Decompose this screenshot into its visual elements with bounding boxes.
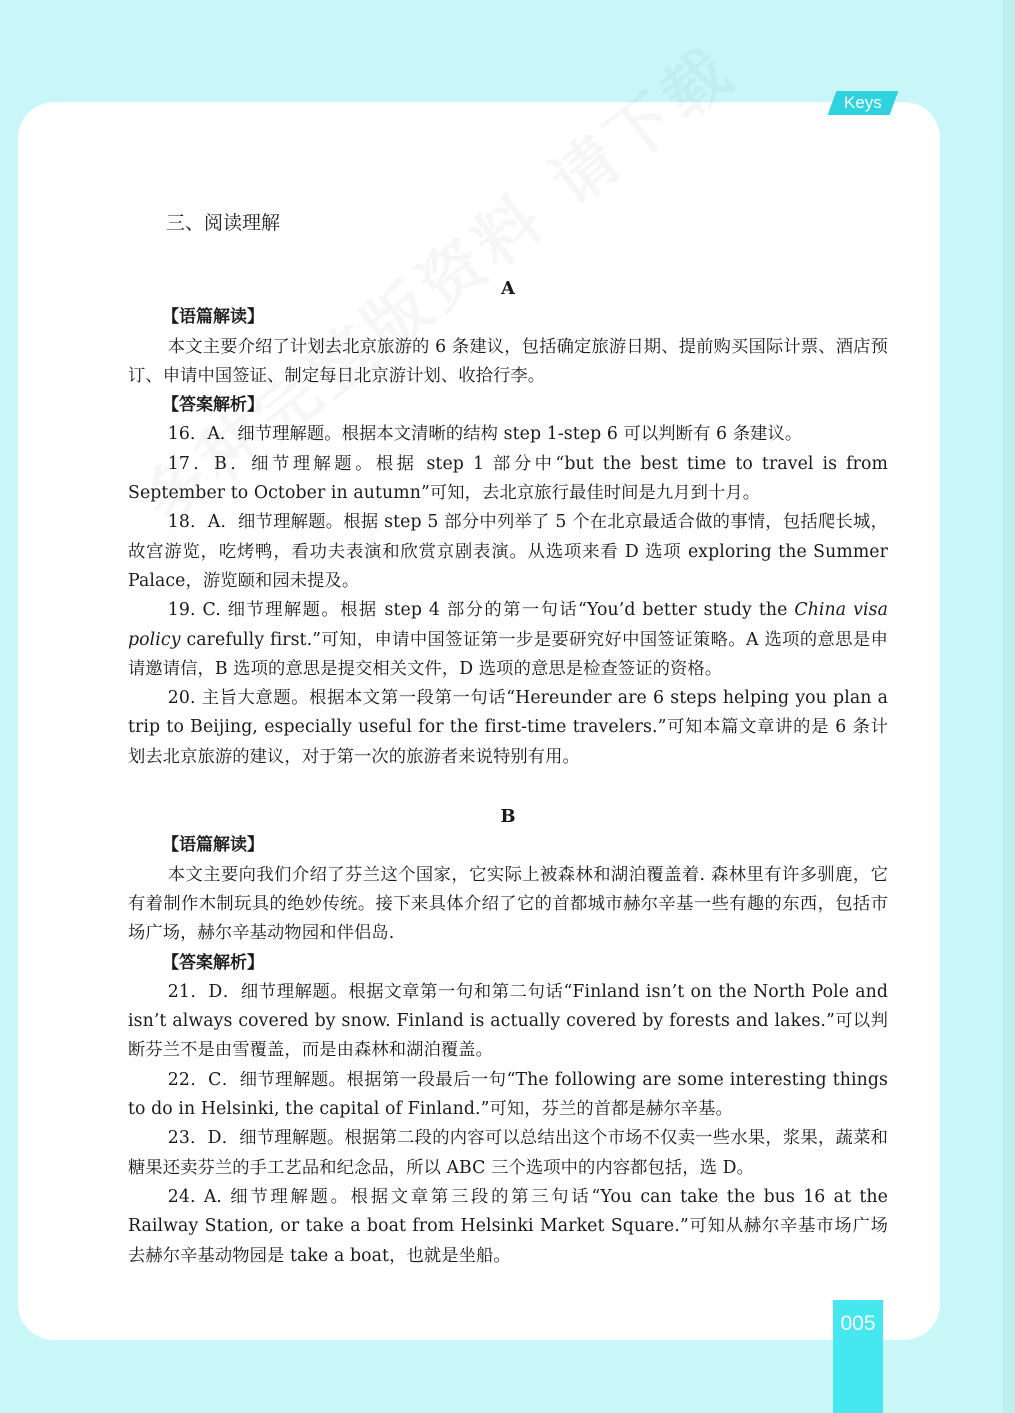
answer-19 [128,596,888,684]
answer-19-pre: 19. C. 细节理解题。根据 step 4 部分的第一句话“You’d better study the [167,600,795,621]
answer-20: 20. 主旨大意题。根据本文第一段第一句话“Hereunder are 6 steps helping you plan a trip to Beijing, especially useful for the first-time travelers.”可知本篇文章讲的是 6 条计划去北京旅游的建议，对于第一次的旅游者来说特别有用。 [128,688,888,767]
answer-21: 21．D．细节理解题。根据文章第一句和第二句话“Finland isn’t on the North Pole and isn’t always covered by snow. Finland is actually covered by forests and lakes.”可以判断芬兰不是由雪覆盖，而是由森林和湖泊覆盖。 [128,981,888,1061]
section-a-answer-label: 【答案解析】 [162,395,264,416]
answer-18: 18．A．细节理解题。根据 step 5 部分中列举了 5 个在北京最适合做的事情，包括爬长城，故宫游览，吃烤鸭，看功夫表演和欣赏京剧表演。从选项来看 D 选项 exploring the Summer Palace，游览颐和园未提及。 [128,512,888,591]
scrollbar[interactable] [1003,0,1015,1413]
answer-23: 23．D．细节理解题。根据第二段的内容可以总结出这个市场不仅卖一些水果，浆果，蔬菜和糖果还卖芬兰的手工艺品和纪念品，所以 ABC 三个选项中的内容都包括，选 D。 [128,1128,888,1178]
section-b-reading-label: 【语篇解读】 [162,835,264,856]
answer-24: 24. A. 细节理解题。根据文章第三段的第三句话“You can take the bus 16 at the Railway Station, or take a boat from Helsinki Market Square.”可知从赫尔辛基市场广场去赫尔辛基动物园是 take a boat，也就是坐船。 [128,1186,888,1266]
section-a-heading: A [501,278,515,299]
answer-19-post: carefully first.”可知，申请中国签证第一步是要研究好中国签证策略。A 选项的意思是申请邀请信，B 选项的意思是提交相关文件，D 选项的意思是检查签证的资格。 [128,629,888,679]
keys-label: Keys [844,93,882,112]
section-b-answer-label: 【答案解析】 [162,952,264,973]
answer-16: 16．A．细节理解题。根据本文清晰的结构 step 1-step 6 可以判断有 6 条建议。 [167,424,803,445]
keys-tab [828,91,899,115]
section-a-reading-text: 本文主要介绍了计划去北京旅游的 6 条建议，包括确定旅游日期、提前购买国际计票、酒店预订、申请中国签证、制定每日北京游计划、收拾行李。 [128,336,888,386]
section-title: 三、阅读理解 [166,212,281,234]
section-b-reading-text: 本文主要向我们介绍了芬兰这个国家，它实际上被森林和湖泊覆盖着. 森林里有许多驯鹿，它有着制作木制玩具的绝妙传统。接下来具体介绍了它的首都城市赫尔辛基一些有趣的东西，包括市场广场，赫尔辛基动物园和伴侣岛. [128,864,888,944]
section-b-heading: B [500,806,516,828]
page-number: 005 [840,1312,876,1335]
section-a-reading-label: 【语篇解读】 [162,307,264,328]
answer-22: 22．C．细节理解题。根据第一段最后一句“The following are some interesting things to do in Helsinki, the capital of Finland.”可知，芬兰的首都是赫尔辛基。 [128,1069,888,1120]
answer-17: 17．B．细节理解题。根据 step 1 部分中“but the best time to travel is from September to October in autumn”可知，去北京旅行最佳时间是九月到十月。 [128,453,888,504]
content [128,274,888,1271]
answer-19-italic: China visa policy [128,600,888,650]
